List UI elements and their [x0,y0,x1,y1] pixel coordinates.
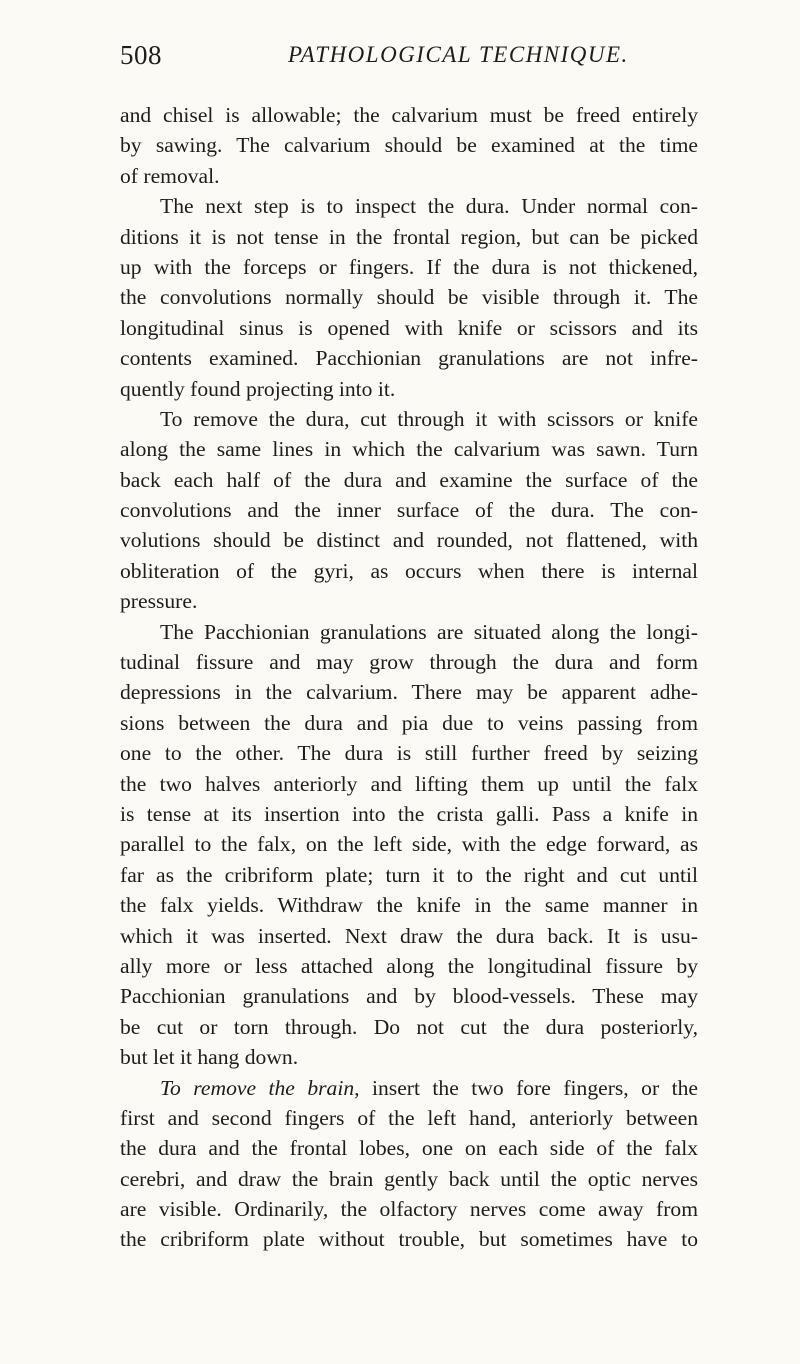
text-line: first and second fingers of the left hand, anteriorly between [120,1105,698,1130]
text-line: back each half of the dura and examine the surface of the [120,467,698,492]
text-line: and chisel is allowable; the calvarium must be freed entirely [120,103,698,127]
text-line: volutions should be distinct and rounded, not flattened, with [120,528,698,553]
text-line: Pacchionian granulations and by blood-vessels. These may [120,984,698,1009]
text-line: longitudinal sinus is opened with knife or scissors and its [120,315,698,340]
text-line: tudinal fissure and may grow through the dura and form [120,650,698,675]
running-title: PATHOLOGICAL TECHNIQUE. [288,42,629,67]
text-line: convolutions and the inner surface of the dura. The con- [120,498,698,523]
text-line: obliteration of the gyri, as occurs when there is internal [120,558,698,583]
text-line: the falx yields. Withdraw the knife in the same manner in [120,893,698,918]
page-number: 508 [120,40,162,70]
text-line: but let it hang down. [120,1045,299,1070]
text-line: To remove the dura, cut through it with scissors or knife [160,406,698,431]
text-line: of removal. [120,163,220,188]
text-line: The Pacchionian granulations are situated along the longi- [160,619,698,644]
text-line: be cut or torn through. Do not cut the dura posteriorly, [120,1014,698,1039]
text-line: The next step is to inspect the dura. Under normal con- [160,194,698,219]
text-line: are visible. Ordinarily, the olfactory nerves come away from [120,1197,698,1222]
text-line: the two halves anteriorly and lifting them up until the falx [120,771,698,796]
text-line: by sawing. The calvarium should be examined at the time [120,133,698,158]
text-line: quently found projecting into it. [120,376,396,401]
text-line [120,1073,698,1103]
text-line: cerebri, and draw the brain gently back until the optic nerves [120,1166,698,1191]
text-line: along the same lines in which the calvarium was sawn. Turn [120,437,698,462]
text-line: the convolutions normally should be visible through it. The [120,285,698,310]
text-line: which it was inserted. Next draw the dura back. It is usu- [120,923,698,948]
text-line: is tense at its insertion into the crista galli. Pass a knife in [120,801,698,826]
body-text [120,100,698,1255]
text-line: sions between the dura and pia due to veins passing from [120,710,698,735]
text-line: ally more or less attached along the longitudinal fissure by [120,953,698,978]
text-line: ditions it is not tense in the frontal region, but can be picked [120,224,698,249]
text-line: depressions in the calvarium. There may be apparent adhe- [120,680,698,705]
line-text: insert the two fore fingers, or the [359,1075,698,1100]
text-line: up with the forceps or fingers. If the dura is not thickened, [120,254,698,279]
text-line: the cribriform plate without trouble, but sometimes have to [120,1227,698,1252]
text-line: contents examined. Pacchionian granulations are not infre- [120,346,698,371]
text-line: the dura and the frontal lobes, one on each side of the falx [120,1136,698,1161]
text-line: one to the other. The dura is still further freed by seizing [120,741,698,766]
text-line: pressure. [120,589,198,614]
text-line: parallel to the falx, on the left side, with the edge forward, as [120,832,698,857]
page-header [120,40,700,80]
italic-phrase: To remove the brain, [160,1075,360,1100]
text-line: far as the cribriform plate; turn it to the right and cut until [120,862,698,887]
